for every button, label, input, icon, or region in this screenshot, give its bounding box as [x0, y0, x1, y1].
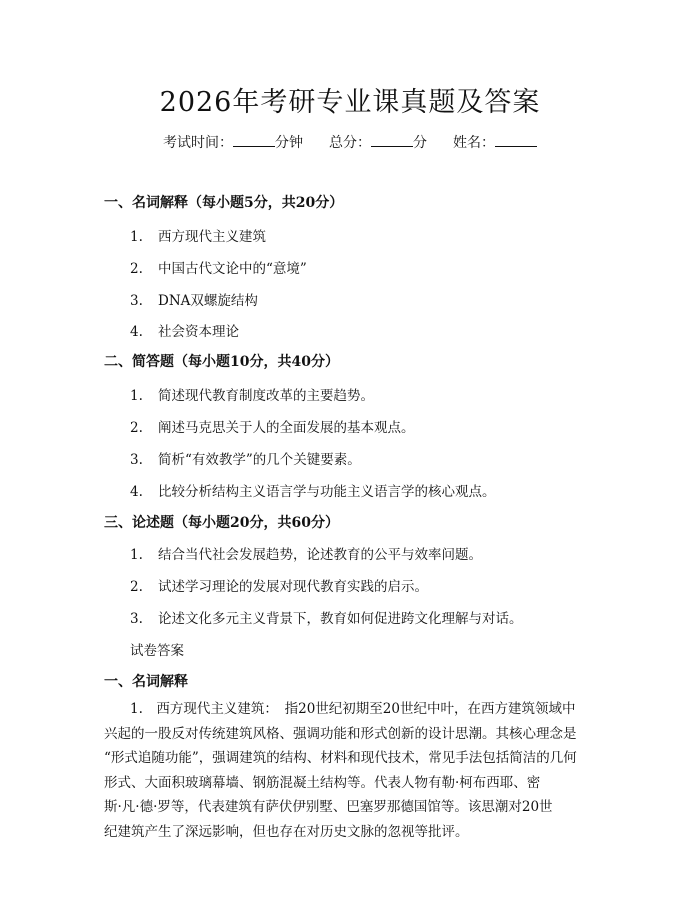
list-item: 1. 简述现代教育制度改革的主要趋势。	[130, 388, 374, 404]
answer-line: 斯·凡·德·罗等，代表建筑有萨伏伊别墅、巴塞罗那德国馆等。该思潮对20世	[104, 799, 553, 815]
list-item: 4. 比较分析结构主义语言学与功能主义语言学的核心观点。	[130, 484, 496, 500]
name-blank	[495, 134, 537, 147]
list-item: 2. 阐述马克思关于人的全面发展的基本观点。	[130, 420, 415, 436]
time-unit: 分钟	[275, 135, 303, 151]
section-heading-essay: 三、论述题（每小题20分，共60分）	[104, 515, 339, 531]
section-heading-terms: 一、名词解释（每小题5分，共20分）	[104, 195, 344, 211]
answer-label: 试卷答案	[130, 643, 184, 659]
answer-line: 纪建筑产生了深远影响，但也存在对历史文脉的忽视等批评。	[104, 823, 469, 840]
time-label: 考试时间：	[163, 135, 233, 151]
list-item: 2. 中国古代文论中的“意境”	[130, 261, 307, 277]
score-unit: 分	[413, 135, 427, 151]
time-blank	[233, 134, 275, 147]
section-heading-short-answer: 二、简答题（每小题10分，共40分）	[104, 354, 339, 370]
list-item: 1. 结合当代社会发展趋势，论述教育的公平与效率问题。	[130, 547, 482, 563]
score-blank	[371, 134, 413, 147]
answer-line: 1. 西方现代主义建筑： 指20世纪初期至20世纪中叶，在西方建筑领域中	[130, 701, 576, 717]
list-item: 3. DNA双螺旋结构	[130, 293, 258, 309]
list-item: 3. 论述文化多元主义背景下，教育如何促进跨文化理解与对话。	[130, 611, 523, 627]
name-label: 姓名：	[453, 135, 495, 151]
list-item: 1. 西方现代主义建筑	[130, 229, 266, 245]
answer-line: “形式追随功能”，强调建筑的结构、材料和现代技术，常见手法包括简洁的几何	[104, 750, 577, 766]
answer-line: 兴起的一股反对传统建筑风格、强调功能和形式创新的设计思潮。其核心理念是	[104, 725, 577, 742]
exam-meta	[0, 132, 700, 152]
answer-line: 形式、大面积玻璃幕墙、钢筋混凝土结构等。代表人物有勒·柯布西耶、密	[104, 774, 541, 791]
score-label: 总分：	[329, 135, 371, 151]
list-item: 2. 试述学习理论的发展对现代教育实践的启示。	[130, 579, 428, 595]
answer-section-heading: 一、名词解释	[104, 674, 188, 690]
list-item: 4. 社会资本理论	[130, 324, 239, 340]
list-item: 3. 简析“有效教学”的几个关键要素。	[130, 452, 361, 468]
answer-paragraph	[104, 697, 604, 844]
page-title: 2026年考研专业课真题及答案	[159, 87, 541, 118]
